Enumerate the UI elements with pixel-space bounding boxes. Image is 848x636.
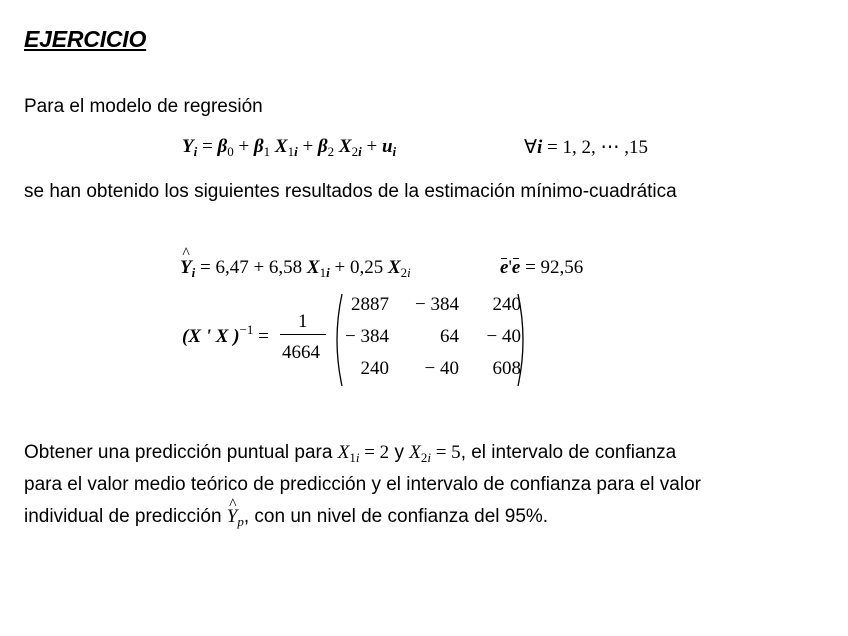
question-line-3: individual de predicción ^ $Y_p$, con un nivel de confianza del 95%. [24,501,548,532]
xtx-matrix [345,292,525,388]
estimated-equation: ^ $Y_i = 6,47 + 6,58$ $X_{1i} + 0,25$ $X_{2i}$ [180,257,411,279]
fraction-denominator: 4664 [282,342,320,363]
matrix-cell: − 40 [486,326,521,347]
matrix-cell: − 384 [415,294,459,315]
page-title: EJERCICIO [24,26,147,52]
matrix-cell: 64 [440,326,459,347]
sse-equation: e'e = 92,56 [500,257,584,278]
matrix-cell: 2887 [351,294,389,315]
matrix-cell: 608 [492,358,521,379]
question-line-2: para el valor medio teórico de predicción y el intervalo de confianza para el valor [24,474,701,495]
question-line-1: Obtener una predicción puntual para $X_{1i} = 2$ y $X_{2i} = 5$, el intervalo de confianza [24,442,677,465]
matrix-cell: − 40 [424,358,459,379]
fraction-line [280,334,326,335]
results-text: se han obtenido los siguientes resultados de la estimación mínimo-cuadrática [24,181,677,202]
matrix-cell: 240 [360,358,389,379]
matrix-cell: − 384 [345,326,389,347]
model-equation: $Y_i = \beta_0 + \beta_1$ $X_{1i} + \beta_2$ $X_{2i} + u_i$ [182,136,397,159]
fraction-numerator: 1 [298,311,308,332]
intro-text: Para el modelo de regresión [24,96,263,117]
xtx-inverse-label: (X ' X )$^{-1}$ = [182,322,269,347]
matrix-cell: 240 [492,294,521,315]
observation-range: ∀i = 1, 2, ⋯ ,15 [524,137,648,158]
